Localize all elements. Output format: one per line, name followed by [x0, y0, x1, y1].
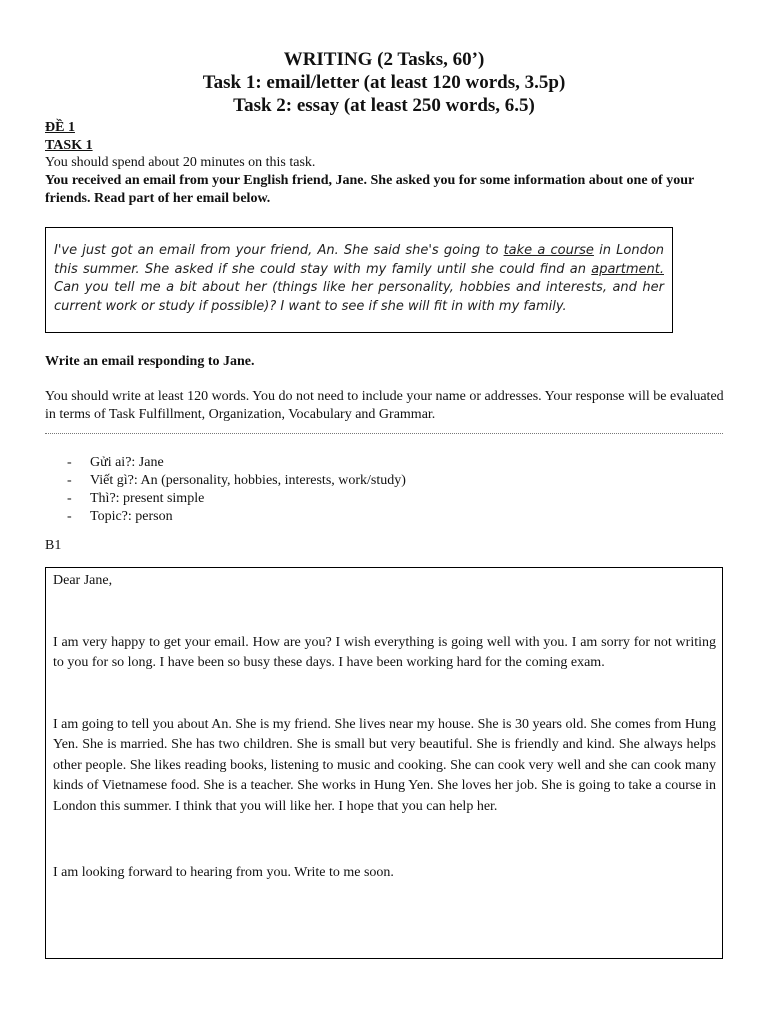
task-label: TASK 1: [45, 138, 93, 153]
quote-highlight-course: take a course: [503, 243, 594, 258]
quote-text-2: in London this summer. She asked if she could stay with my family until she could find an: [54, 243, 665, 277]
exam-label: ĐỀ 1: [45, 120, 75, 135]
instruction-body: You should write at least 120 words. You do not need to include your name or addresses. Your response will be evaluated in terms of Task Fulfillment, Organization, Vocabulary and Grammar.: [45, 389, 724, 422]
note-tense: Thì?: present simple: [90, 491, 205, 506]
level-label: B1: [45, 538, 62, 553]
sample-email-box: [45, 567, 723, 959]
time-note: You should spend about 20 minutes on this task.: [45, 155, 316, 170]
instruction-heading: Write an email responding to Jane.: [45, 354, 255, 369]
list-dash: -: [67, 455, 72, 470]
title-task1: Task 1: email/letter (at least 120 words, 3.5p): [202, 72, 566, 93]
dotted-divider: [45, 433, 723, 434]
notes-list: [45, 454, 406, 526]
page-title-block: [0, 48, 768, 117]
email-closing: I am looking forward to hearing from you. Write to me soon.: [53, 865, 394, 880]
list-dash: -: [67, 473, 72, 488]
list-item: [45, 490, 406, 508]
task-prompt: You received an email from your English friend, Jane. She asked you for some information about one of your friends. Read part of her email below.: [45, 173, 694, 206]
title-task2: Task 2: essay (at least 250 words, 6.5): [233, 95, 535, 116]
list-item: [45, 472, 406, 490]
list-dash: -: [67, 491, 72, 506]
title-writing: WRITING (2 Tasks, 60’): [283, 49, 485, 70]
note-topic: Topic?: person: [90, 509, 173, 524]
note-recipient: Gửi ai?: Jane: [90, 455, 164, 470]
quote-text-3: Can you tell me a bit about her (things like her personality, hobbies and interests, and her current work or study if possible)? I want to see if she will fit in with my family.: [54, 280, 664, 314]
quote-text-1: I've just got an email from your friend, An. She said she's going to: [54, 243, 504, 258]
note-content: Viết gì?: An (personality, hobbies, interests, work/study): [90, 473, 406, 488]
quoted-email-box: [45, 227, 673, 333]
list-item: [45, 508, 406, 526]
email-paragraph-1: I am very happy to get your email. How are you? I wish everything is going well with you. I am sorry for not writing to you for so long. I have been so busy these days. I have been working hard for the coming exam.: [53, 634, 716, 670]
email-paragraph-2: I am going to tell you about An. She is my friend. She lives near my house. She is 30 years old. She comes from Hung Yen. She is married. She has two children. She is small but very beautiful. She is friendly and kind. She always helps other people. She likes reading books, listening to music and cooking. She can cook very well and she can cook many kinds of Vietnamese food. She is a teacher. She works in Hung Yen. She loves her job. She is going to take a course in London this summer. I think that you will like her. I hope that you can help her.: [53, 716, 716, 814]
list-dash: -: [67, 509, 72, 524]
email-greeting: Dear Jane,: [53, 573, 113, 588]
quote-highlight-apartment: apartment.: [591, 261, 664, 277]
list-item: [45, 454, 406, 472]
